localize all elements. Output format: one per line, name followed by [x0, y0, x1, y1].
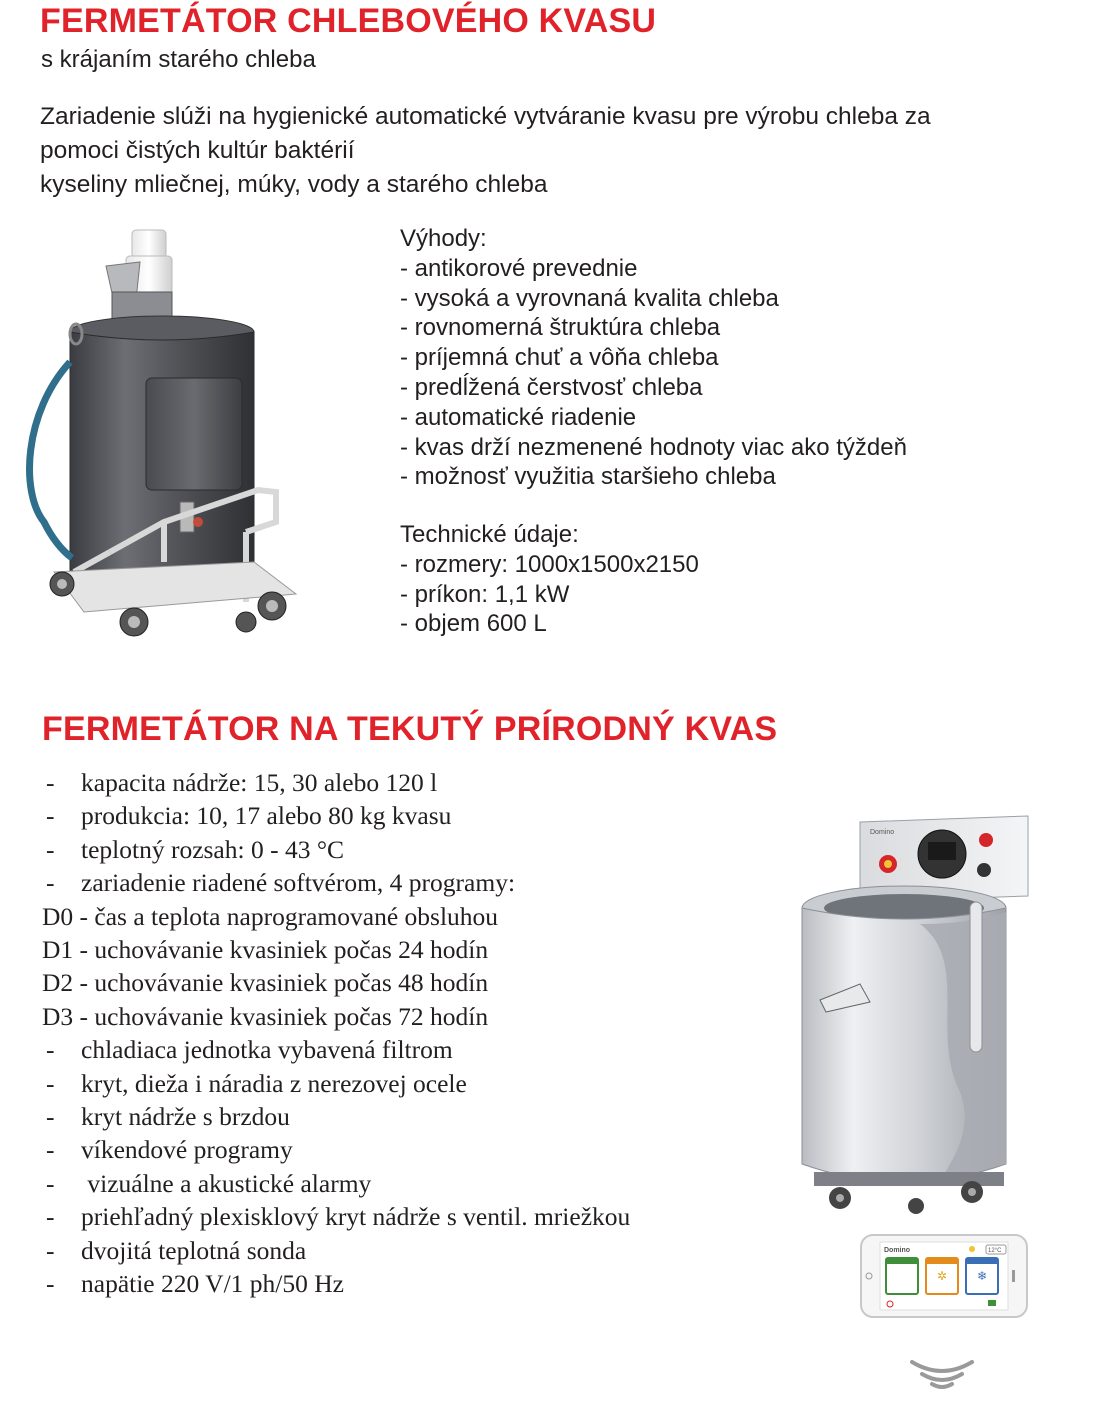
tech-item: - rozmery: 1000x1500x2150 — [400, 550, 699, 578]
feature-dash: - — [46, 1135, 55, 1165]
advantage-item: - predĺžená čerstvosť chleba — [400, 373, 703, 401]
feature-dash: - — [46, 1035, 55, 1065]
feature-item — [42, 900, 630, 933]
feature-dash: - — [46, 801, 55, 831]
feature-text: napätie 220 V/1 ph/50 Hz — [81, 1269, 344, 1299]
svg-text:Domino: Domino — [870, 829, 895, 836]
feature-item — [42, 833, 630, 866]
advantage-item: - príjemná chuť a vôňa chleba — [400, 344, 719, 372]
feature-text: teplotný rozsah: 0 - 43 °C — [81, 834, 345, 864]
section1-description — [40, 100, 1100, 202]
section1-subtitle: s krájaním starého chleba — [41, 46, 316, 73]
feature-text: produkcia: 10, 17 alebo 80 kg kvasu — [81, 801, 452, 831]
feature-item — [42, 966, 630, 999]
feature-text: kryt, dieža i náradia z nerezovej ocele — [81, 1068, 467, 1098]
app-brand: Domino — [884, 1247, 911, 1254]
svg-text:❄: ❄ — [976, 1269, 988, 1283]
feature-text: zariadenie riadené softvérom, 4 programy: — [81, 868, 516, 898]
domino-fermenter-photo — [800, 812, 1030, 1216]
features-list — [42, 766, 630, 1301]
advantage-item: - vysoká a vyrovnaná kvalita chleba — [400, 284, 779, 312]
feature-item — [42, 1234, 630, 1267]
feature-dash: - — [46, 1168, 55, 1198]
feature-text: vizuálne a akustické alarmy — [81, 1168, 372, 1198]
feature-text: dvojitá teplotná sonda — [81, 1235, 307, 1265]
advantage-item: - automatické riadenie — [400, 403, 637, 431]
feature-text: D3 - uchovávanie kvasiniek počas 72 hodín — [42, 1001, 489, 1031]
feature-item — [42, 1267, 630, 1300]
description-line: Zariadenie slúži na hygienické automatické vytváranie kvasu pre výrobu chleba za — [40, 103, 931, 130]
feature-item — [42, 1033, 630, 1066]
feature-item — [42, 1067, 630, 1100]
feature-item — [42, 1133, 630, 1166]
advantages-list — [400, 224, 907, 492]
feature-text: víkendové programy — [81, 1135, 293, 1165]
advantage-item: - rovnomerná štruktúra chleba — [400, 314, 721, 342]
advantage-item: - možnosť využitia staršieho chleba — [400, 463, 776, 491]
feature-text: kryt nádrže s brzdou — [81, 1102, 290, 1132]
feature-dash: - — [46, 1269, 55, 1299]
feature-dash: - — [46, 834, 55, 864]
feature-item — [42, 933, 630, 966]
description-line: kyseliny mliečnej, múky, vody a starého chleba — [40, 171, 548, 198]
feature-dash: - — [46, 1102, 55, 1132]
description-line: pomoci čistých kultúr baktérií — [40, 137, 355, 164]
fermenter-tank-photo — [14, 222, 304, 646]
feature-item — [42, 766, 630, 799]
feature-item — [42, 1200, 630, 1233]
feature-dash: - — [46, 1068, 55, 1098]
app-temp: 12°C — [988, 1248, 1002, 1254]
tech-heading: Technické údaje: — [400, 521, 579, 548]
feature-text: priehľadný plexisklový kryt nádrže s ventil. mriežkou — [81, 1202, 631, 1232]
feature-text: D2 - uchovávanie kvasiniek počas 48 hodín — [42, 968, 489, 998]
tech-item: - príkon: 1,1 kW — [400, 580, 570, 608]
feature-dash: - — [46, 1202, 55, 1232]
feature-item — [42, 1167, 630, 1200]
feature-dash: - — [46, 1235, 55, 1265]
feature-text: kapacita nádrže: 15, 30 alebo 120 l — [81, 768, 438, 797]
section1-title: FERMETÁTOR CHLEBOVÉHO KVASU — [40, 2, 657, 40]
feature-item — [42, 1000, 630, 1033]
feature-text: D1 - uchovávanie kvasiniek počas 24 hodín — [42, 935, 489, 965]
feature-dash: - — [46, 768, 55, 797]
advantage-item: - kvas drží nezmenené hodnoty viac ako týždeň — [400, 433, 907, 461]
feature-dash: - — [46, 868, 55, 898]
feature-item — [42, 799, 630, 832]
feature-text: chladiaca jednotka vybavená filtrom — [81, 1035, 453, 1065]
tech-item: - objem 600 L — [400, 610, 547, 638]
advantage-item: - antikorové prevednie — [400, 254, 638, 282]
feature-text: D0 - čas a teplota naprogramované obsluhou — [42, 901, 499, 931]
advantages-heading: Výhody: — [400, 225, 487, 252]
feature-item — [42, 1100, 630, 1133]
tablet-app-photo — [860, 1234, 1028, 1318]
tech-specs-list — [400, 520, 699, 639]
svg-text:✲: ✲ — [936, 1269, 948, 1283]
feature-item — [42, 866, 630, 899]
wifi-signal-icon — [904, 1350, 980, 1392]
section2-title: FERMETÁTOR NA TEKUTÝ PRÍRODNÝ KVAS — [42, 710, 778, 748]
